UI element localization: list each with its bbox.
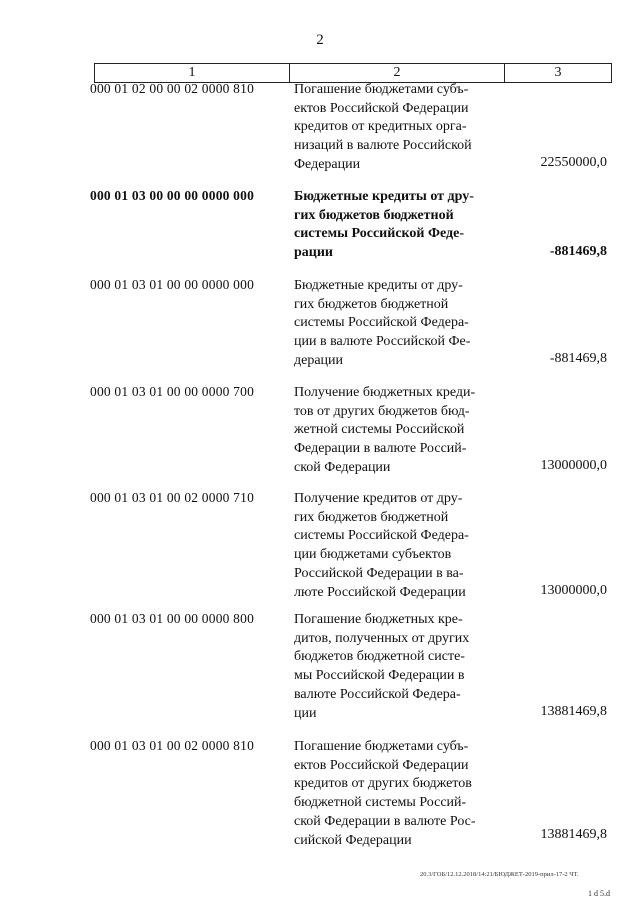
description-line: Погашение бюджетами субъ- — [294, 739, 469, 754]
description-line: ектов Российской Федерации — [294, 100, 469, 116]
header-col-1: 1 — [95, 64, 290, 82]
row-code: 000 01 03 00 00 00 0000 000 — [90, 188, 255, 203]
header-col-3: 3 — [554, 65, 562, 80]
description-line: бюджетной системы Россий- — [294, 795, 467, 811]
description-line: ции в валюте Российской Фе- — [294, 334, 471, 350]
description-line: ской Федерации — [294, 459, 391, 475]
description-line: гих бюджетов бюджетной — [294, 509, 449, 525]
row-code: 000 01 03 01 00 00 0000 000 — [90, 277, 255, 292]
row-description — [294, 611, 494, 723]
description-line: рации — [294, 245, 333, 261]
row-amount: 13000000,0 — [540, 583, 607, 598]
row-code: 000 01 02 00 00 02 0000 810 — [90, 81, 255, 96]
row-amount: 22550000,0 — [540, 155, 607, 170]
row-amount: -881469,8 — [549, 351, 607, 366]
row-code: 000 01 03 01 00 02 0000 710 — [90, 490, 255, 505]
description-line: гих бюджетов бюджетной — [294, 207, 454, 223]
description-line: Погашение бюджетами субъ- — [294, 82, 469, 97]
row-code: 000 01 03 01 00 00 0000 700 — [90, 384, 255, 399]
description-line: Бюджетные кредиты от дру- — [294, 278, 463, 293]
description-line: сийской Федерации — [294, 832, 412, 848]
description-line: дитов, полученных от других — [294, 630, 470, 646]
description-line: валюте Российской Федера- — [294, 686, 461, 702]
footer-page-mark: 1 d 5.d — [588, 889, 610, 898]
description-line: Получение бюджетных креди- — [294, 385, 476, 400]
description-line: ции — [294, 705, 317, 721]
row-description — [294, 738, 494, 850]
description-line: гих бюджетов бюджетной — [294, 296, 449, 312]
description-line: Бюджетные кредиты от дру- — [294, 189, 474, 204]
description-line: ции бюджетами субъектов — [294, 547, 452, 563]
row-code: 000 01 03 01 00 02 0000 810 — [90, 738, 255, 753]
description-line: кредитов от других бюджетов — [294, 776, 472, 792]
description-line: Федерации в валюте Россий- — [294, 441, 467, 457]
row-description — [294, 384, 494, 478]
row-amount: 13881469,8 — [540, 827, 607, 842]
description-line: ской Федерации в валюте Рос- — [294, 813, 476, 829]
description-line: системы Российской Федера- — [294, 528, 469, 544]
description-line: низаций в валюте Российской — [294, 138, 472, 154]
footer-document-ref: 20.3/ГОБ/12.12.2018/14:21/БЮДЖЕТ-2019-прил-17-2 ЧТ. — [420, 871, 579, 878]
description-line: Федерации — [294, 156, 361, 172]
description-line: мы Российской Федерации в — [294, 668, 465, 684]
page-number: 2 — [316, 32, 324, 48]
description-line: Российской Федерации в ва- — [294, 565, 464, 581]
row-description — [294, 188, 494, 263]
description-line: бюджетов бюджетной систе- — [294, 649, 465, 665]
description-line: люте Российской Федерации — [294, 584, 466, 600]
description-line: жетной системы Российской — [294, 422, 465, 438]
table-header — [94, 63, 612, 83]
row-description — [294, 81, 494, 175]
row-code: 000 01 03 01 00 00 0000 800 — [90, 611, 255, 626]
description-line: системы Российской Феде- — [294, 226, 464, 242]
description-line: дерации — [294, 352, 344, 368]
description-line: Получение кредитов от дру- — [294, 491, 463, 506]
description-line: системы Российской Федера- — [294, 315, 469, 331]
description-line: кредитов от кредитных орга- — [294, 119, 467, 135]
row-amount: 13000000,0 — [540, 458, 607, 473]
row-amount: 13881469,8 — [540, 704, 607, 719]
description-line: Погашение бюджетных кре- — [294, 612, 463, 627]
description-line: ектов Российской Федерации — [294, 757, 469, 773]
row-amount: -881469,8 — [549, 244, 607, 259]
header-col-2: 2 — [290, 64, 505, 82]
description-line: тов от других бюджетов бюд- — [294, 403, 470, 419]
row-description — [294, 490, 494, 602]
row-description — [294, 277, 494, 371]
